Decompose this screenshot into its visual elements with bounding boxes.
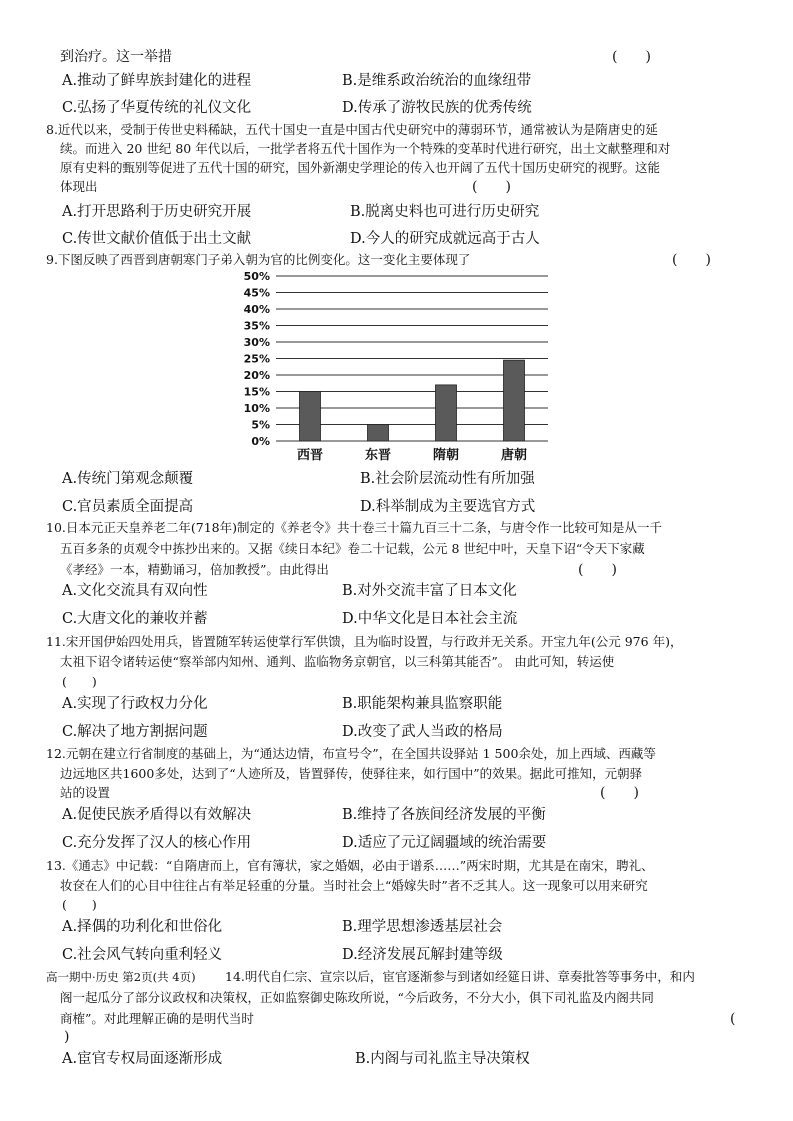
y-tick-label: 35% xyxy=(243,319,270,333)
q10-stem-line: 《孝经》一本，精勤诵习，倍加教授”。由此得出 xyxy=(60,562,329,577)
y-tick-label: 50% xyxy=(243,270,270,283)
q12-stem-line: 站的设置 xyxy=(60,785,111,800)
q7-option-b[interactable]: B.是维系政治统治的血缘纽带 xyxy=(342,73,532,89)
y-tick-label: 40% xyxy=(243,303,270,316)
q8-stem-line: 原有史料的甄别等促进了五代十国的研究，国外新潮史学理论的传入也开阔了五代十国历史研究的视野。这能 xyxy=(60,160,661,175)
q8-answer-paren: ( ) xyxy=(472,179,511,195)
bar-chart xyxy=(230,266,560,466)
q14-paren-open: ( xyxy=(730,1011,736,1027)
q11-option-a[interactable]: A.实现了行政权力分化 xyxy=(62,696,208,712)
q11-stem-line: 太祖下诏令诸转运使“察举部内知州、通判、监临物务京朝官，以三科第其能否”。 由此可知，转运使 xyxy=(60,654,615,669)
bar xyxy=(436,385,457,441)
y-tick-label: 20% xyxy=(243,369,270,382)
x-tick-label: 东晋 xyxy=(364,448,392,463)
q11-option-d[interactable]: D.改变了武人当政的格局 xyxy=(342,724,503,740)
q8-option-b[interactable]: B.脱离史料也可进行历史研究 xyxy=(350,204,540,220)
bar xyxy=(368,425,389,442)
q9-option-d[interactable]: D.科举制成为主要选官方式 xyxy=(360,499,536,515)
q14-option-b[interactable]: B.内阁与司礼监主导决策权 xyxy=(355,1051,530,1067)
q8-stem-line: 续。而进入 20 世纪 80 年代以后，一批学者将五代十国作为一个特殊的变革时代进行研究，出土文献整理和对 xyxy=(60,141,671,156)
q13-stem-line: 妆奁在人们的心目中往往占有举足轻重的分量。当时社会上“婚嫁失时”者不乏其人。这一现象可以用来研究 xyxy=(60,878,648,893)
q7-option-a[interactable]: A.推动了鲜卑族封建化的进程 xyxy=(62,73,252,89)
y-tick-label: 0% xyxy=(251,435,270,448)
y-tick-label: 25% xyxy=(243,352,270,366)
q8-stem-line: 体现出 xyxy=(60,179,98,194)
q13-stem-line: 13.《通志》中记载：“自隋唐而上，官有簿状，家之婚姻，必由于谱系……”两宋时期，尤其是在南宋，聘礼、 xyxy=(46,858,654,873)
q7-answer-paren: ( ) xyxy=(612,49,651,65)
q12-stem-line: 12.元朝在建立行省制度的基础上，为“通达边情，布宣号令”，在全国共设驿站 1 500余处，加上西域、西藏等 xyxy=(46,746,656,761)
q8-option-c[interactable]: C.传世文献价值低于出土文献 xyxy=(62,231,252,247)
bar xyxy=(504,360,525,441)
q12-stem-line: 边远地区共1600多处，达到了“人迹所及，皆置驿传，使驿往来，如行国中”的效果。据此可推知，元朝驿 xyxy=(60,766,643,781)
y-tick-label: 30% xyxy=(243,336,270,349)
q13-option-c[interactable]: C.社会风气转向重利轻义 xyxy=(62,947,223,963)
q10-stem-line: 五百多条的贞观令中拣抄出来的。又据《续日本纪》卷二十记载，公元 8 世纪中叶，天皇下诏“令天下家藏 xyxy=(60,541,645,556)
q8-option-a[interactable]: A.打开思路利于历史研究开展 xyxy=(62,204,252,220)
q13-option-d[interactable]: D.经济发展瓦解封建等级 xyxy=(342,947,503,963)
q14-stem-line: 阁一起瓜分了部分议政权和决策权，正如监察御史陈玫所说，“今后政务，不分大小，俱下司礼监及内阁共同 xyxy=(60,990,654,1005)
q8-option-d[interactable]: D.今人的研究成就远高于古人 xyxy=(350,231,540,247)
q7-option-c[interactable]: C.弘扬了华夏传统的礼仪文化 xyxy=(62,100,252,116)
q13-answer-paren: ( ) xyxy=(62,897,97,912)
x-tick-label: 唐朝 xyxy=(500,448,528,463)
bar xyxy=(300,392,321,442)
q10-option-b[interactable]: B.对外交流丰富了日本文化 xyxy=(342,583,517,599)
y-tick-label: 10% xyxy=(243,402,270,415)
q7-option-d[interactable]: D.传承了游牧民族的优秀传统 xyxy=(342,100,532,116)
q12-option-b[interactable]: B.维持了各族间经济发展的平衡 xyxy=(342,807,546,823)
q14-stem-line: 14.明代自仁宗、宣宗以后，宦官逐渐参与到诸如经筵日讲、章奏批答等事务中，和内 xyxy=(225,969,695,984)
q11-stem-line: 11.宋开国伊始四处用兵，皆置随军转运使掌行军供馈，且为临时设置，与行政并无关系。开宝九年(公元 976 年)， xyxy=(46,634,683,649)
q10-option-a[interactable]: A.文化交流具有双向性 xyxy=(62,583,208,599)
y-tick-label: 45% xyxy=(243,286,270,300)
q9-option-c[interactable]: C.官员素质全面提高 xyxy=(62,499,194,515)
q10-answer-paren: ( ) xyxy=(578,562,617,578)
q12-option-c[interactable]: C.充分发挥了汉人的核心作用 xyxy=(62,835,252,851)
q14-stem-line: 商榷”。对此理解正确的是明代当时 xyxy=(60,1011,254,1026)
page-footer: 高一期中·历史 第2页(共 4页) xyxy=(46,970,196,984)
q12-option-d[interactable]: D.适应了元辽阔疆域的统治需要 xyxy=(342,835,547,851)
q9-option-a[interactable]: A.传统门第观念颠覆 xyxy=(62,471,194,487)
q11-option-b[interactable]: B.职能架构兼具监察职能 xyxy=(342,696,503,712)
q8-stem-line: 8.近代以来，受制于传世史料稀缺，五代十国史一直是中国古代史研究中的薄弱环节，通常被认为是隋唐史的延 xyxy=(46,122,658,137)
q10-option-d[interactable]: D.中华文化是日本社会主流 xyxy=(342,611,518,627)
q13-option-a[interactable]: A.择偶的功利化和世俗化 xyxy=(62,919,223,935)
q9-answer-paren: ( ) xyxy=(672,252,711,268)
q10-stem-line: 10.日本元正天皇养老二年(718年)制定的《养老令》共十卷三十篇九百三十二条，与唐令作一比较可知是从一千 xyxy=(46,520,662,535)
q11-option-c[interactable]: C.解决了地方割据问题 xyxy=(62,724,208,740)
q14-option-a[interactable]: A.宦官专权局面逐渐形成 xyxy=(62,1051,223,1067)
y-tick-label: 15% xyxy=(243,385,270,399)
x-tick-label: 隋朝 xyxy=(432,448,460,463)
q12-option-a[interactable]: A.促使民族矛盾得以有效解决 xyxy=(62,807,252,823)
q14-paren-close: ) xyxy=(64,1029,70,1045)
q11-answer-paren: ( ) xyxy=(62,674,97,689)
q10-option-c[interactable]: C.大唐文化的兼收并蓄 xyxy=(62,611,208,627)
y-tick-label: 5% xyxy=(251,418,270,432)
q13-option-b[interactable]: B.理学思想渗透基层社会 xyxy=(342,919,503,935)
q9-stem: 9.下图反映了西晋到唐朝寒门子弟入朝为官的比例变化。这一变化主要体现了 xyxy=(46,252,471,267)
q7-stem-tail: 到治疗。这一举措 xyxy=(60,49,172,65)
q9-option-b[interactable]: B.社会阶层流动性有所加强 xyxy=(360,471,535,487)
q12-answer-paren: ( ) xyxy=(600,785,639,801)
x-tick-label: 西晋 xyxy=(296,448,324,463)
